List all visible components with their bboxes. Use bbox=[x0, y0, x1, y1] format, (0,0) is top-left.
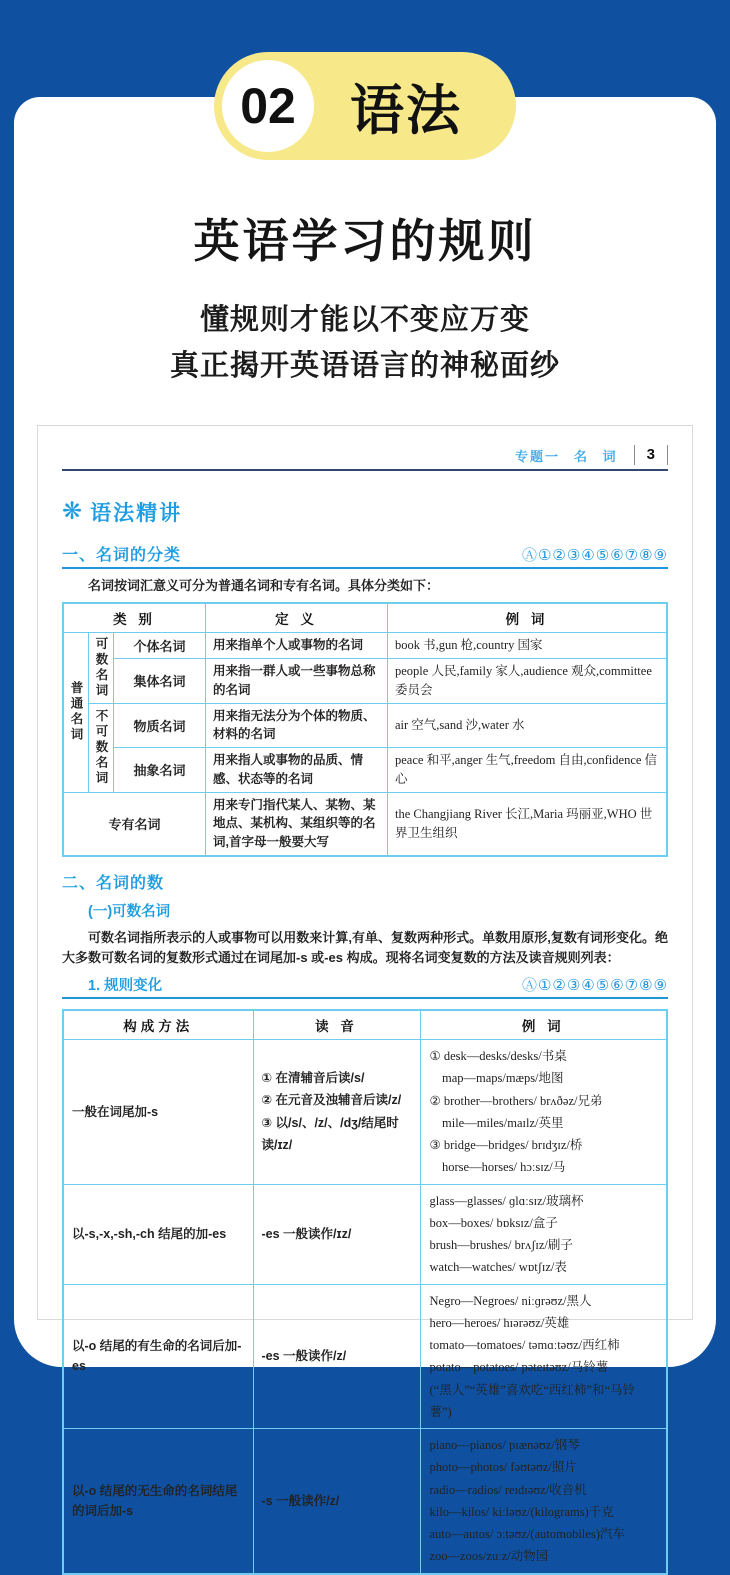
table-row bbox=[63, 748, 667, 793]
table-row-proper-noun bbox=[63, 792, 667, 856]
noun-definition: 用来指一群人或一些事物总称的名词 bbox=[206, 659, 388, 704]
rule-heading-row bbox=[62, 974, 668, 999]
group-common-noun: 普通名词 bbox=[63, 633, 89, 793]
noun-type: 集体名词 bbox=[114, 659, 206, 704]
rule-examples: glass—glasses/ ɡlɑːsɪz/玻璃杯 box—boxes/ bɒksɪz/盒子 brush—brushes/ brʌʃɪz/刷子 watch—watches/ wɒtʃɪz/表 bbox=[420, 1184, 667, 1284]
rule-pronunciation: ① 在清辅音后读/s/ ② 在元音及浊辅音后读/z/ ③ 以/s/、/z/、/dʒ/结尾时读/ɪz/ bbox=[253, 1040, 420, 1185]
table-row bbox=[63, 659, 667, 704]
section1-intro: 名词按词汇意义可分为普通名词和专有名词。具体分类如下： bbox=[88, 578, 440, 593]
noun-definition: 用来专门指代某人、某物、某地点、某机构、某组织等的名词,首字母一般要大写 bbox=[206, 792, 388, 856]
noun-examples: people 人民,family 家人,audience 观众,committee 委员会 bbox=[388, 659, 668, 704]
group-uncountable-noun: 不可数名词 bbox=[89, 703, 114, 792]
rule-method: 一般在词尾加-s bbox=[63, 1040, 253, 1185]
noun-definition: 用来指无法分为个体的物质、材料的名词 bbox=[206, 703, 388, 748]
col-header-definition: 定 义 bbox=[206, 603, 388, 633]
rule-method: 以-s,-x,-sh,-ch 结尾的加-es bbox=[63, 1184, 253, 1284]
noun-definition: 用来指单个人或事物的名词 bbox=[206, 633, 388, 659]
rule-pronunciation: -s 一般读作/z/ bbox=[253, 1429, 420, 1574]
table-row bbox=[63, 1184, 667, 1284]
section2-intro: 可数名词指所表示的人或事物可以用数来计算,有单、复数两种形式。单数用原形,复数有词形变化。绝大多数可数名词的复数形式通过在词尾加-s 或-es 构成。现将名词变复数的方法及读音规则列表： bbox=[62, 929, 668, 966]
rule-method: 以-o 结尾的有生命的名词后加-es bbox=[63, 1284, 253, 1429]
rule-examples: piano—pianos/ pɪænəʊz/钢琴 photo—photos/ fəʊtəʊz/照片 radio—radios/ reɪdɪəʊz/收音机 kilo—kilos/ kiːləʊz/(kilograms)千克 auto—autos/ ɔːtəʊz/(automobiles)汽车 zoo—zoos/zuːz/动物园 bbox=[420, 1429, 667, 1574]
page-title: 英语学习的规则 bbox=[193, 215, 537, 267]
table-row bbox=[63, 1284, 667, 1429]
header-rule bbox=[62, 469, 668, 471]
rule-examples: ① desk—desks/desks/书桌 map—maps/mæps/地图 ② brother—brothers/ brʌðəz/兄弟 mile—miles/maɪlz/英里 ③ bridge—bridges/ brɪdʒɪz/桥 horse—horses/ hɔːsɪz/马 bbox=[420, 1040, 667, 1185]
section2-level-badges: Ⓐ①②③④⑤⑥⑦⑧⑨ bbox=[521, 977, 668, 995]
plural-rules-table bbox=[62, 1009, 668, 1575]
col-header-category: 类 别 bbox=[63, 603, 206, 633]
noun-examples: the Changjiang River 长江,Maria 玛丽亚,WHO 世界卫生组织 bbox=[388, 792, 668, 856]
noun-definition: 用来指人或事物的品质、情感、状态等的名词 bbox=[206, 748, 388, 793]
chapter-label: 语法 bbox=[350, 80, 462, 141]
table-row bbox=[63, 1429, 667, 1574]
section1-heading-row bbox=[62, 542, 668, 569]
section2-subtitle: (一)可数名词 bbox=[88, 903, 171, 920]
table-header-row bbox=[63, 1010, 667, 1040]
page-subtitle-1: 懂规则才能以不变应万变 bbox=[199, 304, 530, 336]
col-header-pronunciation: 读 音 bbox=[253, 1010, 420, 1040]
noun-classification-table bbox=[62, 602, 668, 857]
noun-type: 个体名词 bbox=[114, 633, 206, 659]
table-row bbox=[63, 1040, 667, 1185]
table-row bbox=[63, 703, 667, 748]
lecture-heading bbox=[62, 497, 668, 527]
col-header-examples: 例 词 bbox=[388, 603, 668, 633]
noun-type: 物质名词 bbox=[114, 703, 206, 748]
noun-type-proper: 专有名词 bbox=[63, 792, 206, 856]
rule-method: 以-o 结尾的无生命的名词结尾的词后加-s bbox=[63, 1429, 253, 1574]
book-page bbox=[37, 425, 693, 1564]
rule-examples: Negro—Negroes/ niːɡrəʊz/黑人 hero—heroes/ hɪərəʊz/英雄 tomato—tomatoes/ təmɑːtəʊz/西红柿 potato—potatoes/ pəteɪtəʊz/马铃薯 (“黑人”“英雄”喜欢吃“西红柿”和“马铃薯”) bbox=[420, 1284, 667, 1429]
section2-title: 二、名词的数 bbox=[62, 874, 165, 892]
rule-pronunciation: -es 一般读作/ɪz/ bbox=[253, 1184, 420, 1284]
col-header-method: 构成方法 bbox=[63, 1010, 253, 1040]
col-header-examples: 例 词 bbox=[420, 1010, 667, 1040]
noun-examples: air 空气,sand 沙,water 水 bbox=[388, 703, 668, 748]
noun-type: 抽象名词 bbox=[114, 748, 206, 793]
rule-pronunciation: -es 一般读作/z/ bbox=[253, 1284, 420, 1429]
section1-level-badges: Ⓐ①②③④⑤⑥⑦⑧⑨ bbox=[521, 547, 668, 564]
page-subtitle-2: 真正揭开英语语言的神秘面纱 bbox=[169, 350, 560, 382]
chapter-badge bbox=[214, 52, 516, 160]
noun-examples: book 书,gun 枪,country 国家 bbox=[388, 633, 668, 659]
rule-title: 1. 规则变化 bbox=[88, 978, 163, 995]
noun-examples: peace 和平,anger 生气,freedom 自由,confidence 信心 bbox=[388, 748, 668, 793]
table-header-row bbox=[63, 603, 667, 633]
page-number: 3 bbox=[634, 445, 668, 465]
topic-words: 名 词 bbox=[574, 448, 622, 464]
table-row bbox=[63, 633, 667, 659]
section1-title: 一、名词的分类 bbox=[62, 547, 182, 564]
topic-label: 专题一 bbox=[515, 448, 561, 464]
lecture-title: 语法精讲 bbox=[90, 502, 183, 525]
asterisk-icon: ❋ bbox=[62, 498, 83, 525]
chapter-number: 02 bbox=[222, 60, 314, 152]
group-countable-noun: 可数名词 bbox=[89, 633, 114, 704]
page-header bbox=[62, 444, 668, 466]
